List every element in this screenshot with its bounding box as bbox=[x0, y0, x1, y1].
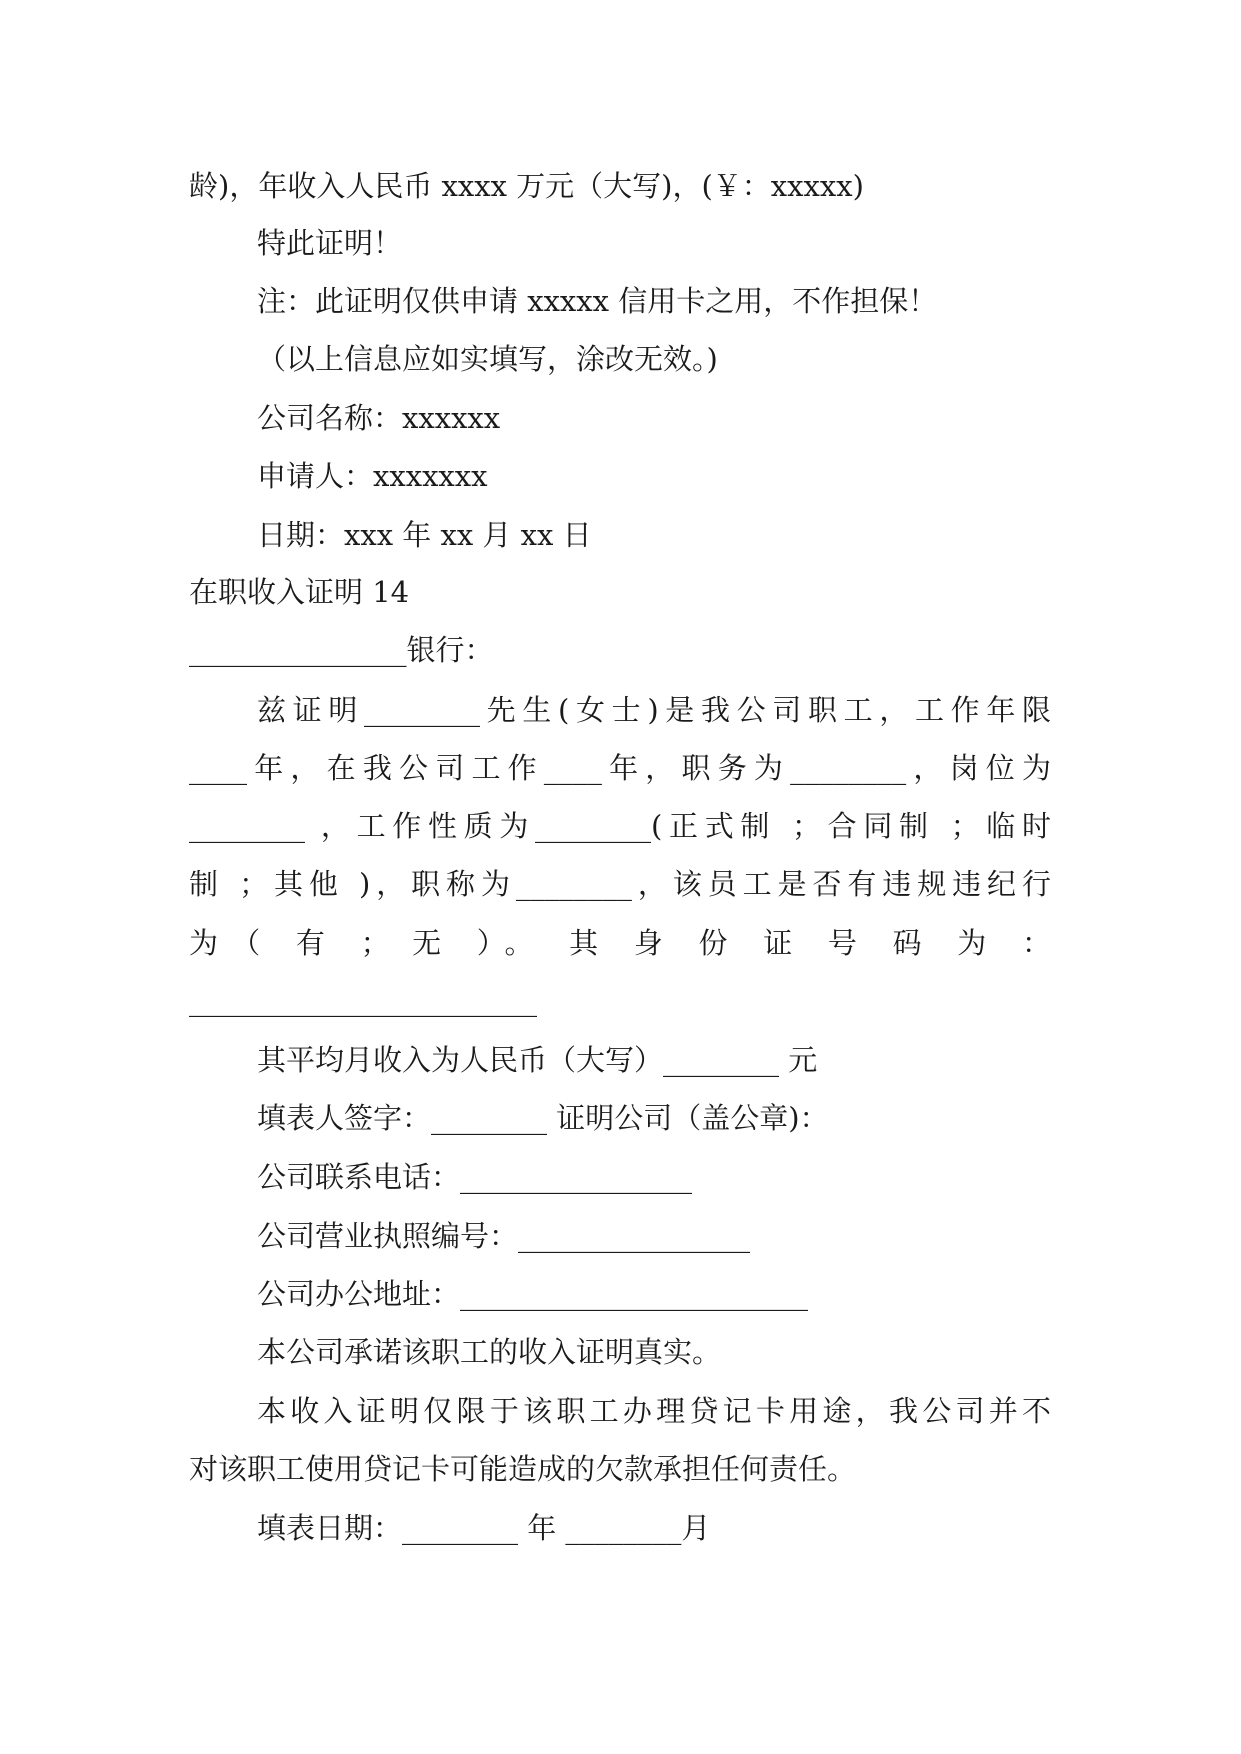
text-line-body-1: 兹证明________先生(女士)是我公司职工，工作年限 bbox=[257, 693, 1051, 727]
text-line-truthful: （以上信息应如实填写，涂改无效。) bbox=[257, 342, 718, 376]
text-line-monthly-income: 其平均月收入为人民币（大写）________ 元 bbox=[257, 1043, 818, 1077]
text-line-bank: _______________银行： bbox=[189, 633, 494, 667]
text-line-applicant: 申请人：xxxxxxx bbox=[257, 459, 488, 493]
text-line-body-2: ____年，在我公司工作____年，职务为________，岗位为 bbox=[189, 751, 1051, 785]
text-line-date: 日期：xxx 年 xx 月 xx 日 bbox=[257, 518, 592, 552]
text-line-purpose-1: 本收入证明仅限于该职工办理贷记卡用途，我公司并不 bbox=[257, 1394, 1051, 1428]
text-line-company-name: 公司名称：xxxxxx bbox=[257, 401, 501, 435]
text-line-purpose-2: 对该职工使用贷记卡可能造成的欠款承担任何责任。 bbox=[189, 1452, 857, 1486]
text-line-body-4: 制 ；其他 )，职称为________，该员工是否有违规违纪行 bbox=[189, 867, 1051, 901]
text-line-address: 公司办公地址：________________________ bbox=[257, 1277, 809, 1311]
id-number-blank: ________________________ bbox=[189, 983, 537, 1017]
text-line-body-5: 为（ 有 ； 无 ）。 其 身 份 证 号 码 为 ： bbox=[189, 926, 1051, 960]
text-line-license: 公司营业执照编号：________________ bbox=[257, 1219, 751, 1253]
text-line-promise: 本公司承诺该职工的收入证明真实。 bbox=[257, 1335, 722, 1369]
text-line-note: 注：此证明仅供申请 xxxxx 信用卡之用，不作担保！ bbox=[257, 284, 938, 318]
text-line-certify: 特此证明！ bbox=[257, 226, 403, 260]
text-line-fill-date: 填表日期：________ 年 ________月 bbox=[257, 1511, 711, 1545]
text-line-body-3: ________ ，工作性质为________(正式制 ；合同制 ；临时 bbox=[189, 809, 1051, 843]
text-line-income: 龄)，年收入人民币 xxxx 万元（大写)，(￥：xxxxx) bbox=[189, 169, 864, 203]
text-line-signature: 填表人签字：________ 证明公司（盖公章)： bbox=[257, 1101, 829, 1135]
section-title: 在职收入证明 14 bbox=[189, 575, 410, 609]
text-line-phone: 公司联系电话：________________ bbox=[257, 1160, 693, 1194]
